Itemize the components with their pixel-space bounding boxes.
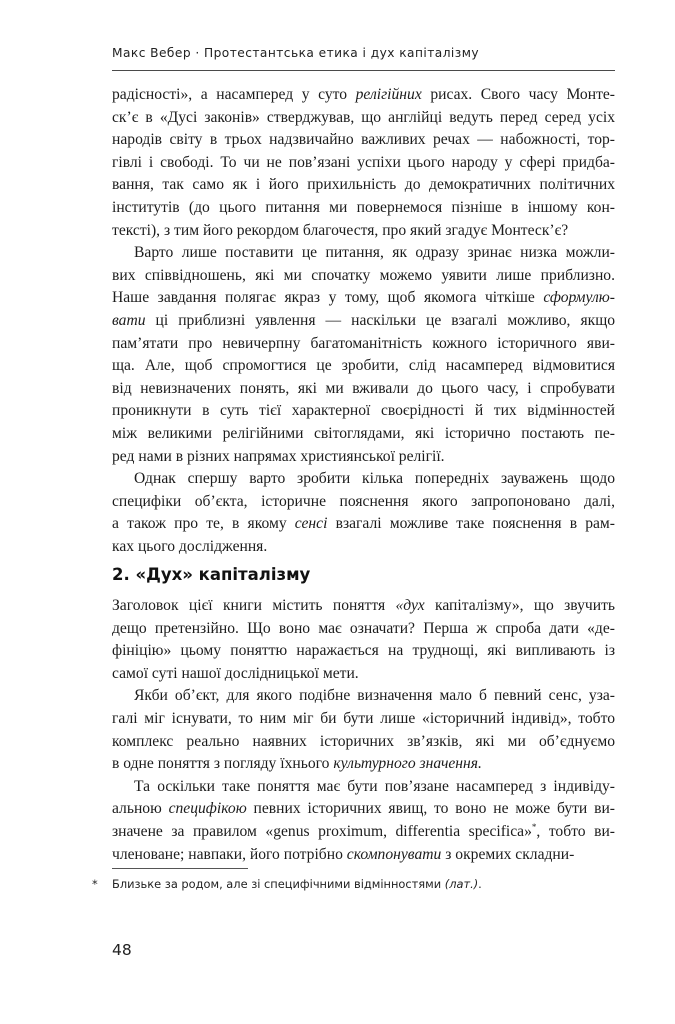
text-run: між великими релігійними світоглядами, які історично постають пе- bbox=[112, 424, 615, 442]
text-line bbox=[112, 310, 615, 333]
header-divider bbox=[112, 70, 615, 71]
text-run: галі міг існувати, то ним міг би бути лише «історичний індивід», тобто bbox=[112, 709, 615, 727]
text-line bbox=[112, 776, 615, 799]
text-line bbox=[112, 129, 615, 152]
text-run: інститутів (до цього питання ми повернемося пізніше в іншому кон- bbox=[112, 198, 615, 216]
text-run: вих співвідношень, які ми спочатку можемо уявити лише приблизно. bbox=[112, 266, 615, 284]
text-line bbox=[112, 731, 615, 754]
text-run: гівлі і свободі. То чи не пов’язані успіхи цього народу у сфері придба- bbox=[112, 153, 615, 171]
text-run: специфіки об’єкта, історичне пояснення якого запропоновано далі, bbox=[112, 492, 615, 510]
text-run: комплекс реально наявних історичних зв’язків, які ми об’єднуємо bbox=[112, 732, 615, 750]
text-run: від невизначених понять, які ми вживали до цього часу, і спробувати bbox=[112, 379, 615, 397]
footnote-language: (лат.) bbox=[444, 877, 479, 891]
section-heading: 2. «Дух» капіталізму bbox=[112, 565, 311, 584]
text-line bbox=[112, 446, 615, 469]
footnote-reference: * bbox=[531, 821, 537, 832]
text-line bbox=[112, 640, 615, 663]
text-run: альною bbox=[112, 800, 169, 818]
text-run: ща. Але, щоб спромогтися це зробити, слід насамперед відмовитися bbox=[112, 357, 615, 375]
text-line bbox=[112, 174, 615, 197]
text-line bbox=[112, 821, 615, 844]
running-header: Макс Вебер · Протестантська етика і дух капіталізму bbox=[112, 46, 480, 60]
text-line bbox=[112, 84, 615, 107]
text-line bbox=[112, 197, 615, 220]
text-run: капіталізму», що звучить bbox=[424, 597, 615, 614]
text-run: вання, так само як і його прихильність до демократичних політичних bbox=[112, 176, 615, 194]
text-line bbox=[112, 685, 615, 708]
body-text-before-heading bbox=[112, 84, 615, 558]
text-line bbox=[112, 491, 615, 514]
text-run: Якби об’єкт, для якого подібне визначення мало б певний сенс, уза- bbox=[134, 687, 615, 705]
text-run: тексті), з тим його рекордом благочестя, про який згадує Монтеск’є? bbox=[112, 221, 569, 239]
text-line bbox=[112, 536, 615, 559]
text-run: ках цього дослідження. bbox=[112, 537, 268, 555]
text-line bbox=[112, 798, 615, 821]
emphasis: специфікою bbox=[168, 800, 247, 818]
paragraph bbox=[112, 84, 615, 242]
text-run: рисах. Свого часу Монте- bbox=[421, 86, 616, 103]
paragraph bbox=[112, 776, 615, 866]
text-run: пам’ятати про невичерпну багатоманітність кожного історичного яви- bbox=[112, 334, 615, 352]
text-line bbox=[112, 468, 615, 491]
text-line bbox=[112, 595, 615, 618]
paragraph bbox=[112, 468, 615, 558]
text-run: радісності», а насамперед у суто bbox=[112, 86, 356, 103]
footnote-text: Близьке за родом, але зі специфічними відмінностями bbox=[112, 877, 445, 891]
text-run: ск’є в «Дусі законів» стверджував, що англійці ведуть перед серед усіх bbox=[112, 108, 615, 126]
text-run: в одне поняття з погляду їхнього bbox=[112, 755, 334, 773]
text-line bbox=[112, 287, 615, 310]
text-run: ред нами в різних напрямах християнської релігії. bbox=[112, 447, 445, 465]
text-run: значене за правилом «genus proximum, differentia specifica» bbox=[112, 822, 532, 840]
text-line bbox=[112, 152, 615, 175]
text-line bbox=[112, 333, 615, 356]
footnote-marker: * bbox=[92, 877, 98, 891]
text-line bbox=[112, 220, 615, 243]
text-run: фініцію» цьому поняттю наражається на труднощі, які випливають із bbox=[112, 642, 615, 660]
text-run: ці приблизні уявлення — наскільки це взагалі можливо, якщо bbox=[145, 311, 615, 329]
text-line bbox=[112, 107, 615, 130]
text-line bbox=[112, 378, 615, 401]
text-run: Варто лише поставити це питання, як одразу зринає низка можли- bbox=[134, 244, 615, 262]
text-line bbox=[112, 618, 615, 641]
body-text-after-heading bbox=[112, 595, 615, 866]
text-run: народів світу в трьох надзвичайно важливих речах — набожності, тор- bbox=[112, 131, 615, 149]
page-number: 48 bbox=[112, 941, 132, 959]
text-line bbox=[112, 513, 615, 536]
text-line bbox=[112, 265, 615, 288]
paragraph bbox=[112, 242, 615, 468]
text-run: проникнути в суть тієї характерної своєрідності й тих відмінностей bbox=[112, 402, 615, 420]
text-run: самої суті нашої дослідницької мети. bbox=[112, 664, 359, 682]
text-line bbox=[112, 242, 615, 265]
text-run: з окремих складни- bbox=[441, 845, 575, 863]
text-run: дещо претензійно. Що воно має означати? Перша ж спроба дати «де- bbox=[112, 619, 615, 637]
footnote bbox=[92, 877, 482, 891]
paragraph bbox=[112, 685, 615, 775]
paragraph bbox=[112, 595, 615, 685]
emphasis: вати bbox=[112, 311, 146, 329]
text-line bbox=[112, 400, 615, 423]
emphasis: сформулю- bbox=[543, 289, 615, 307]
text-run: Наше завдання полягає якраз у тому, щоб якомога чіткіше bbox=[112, 289, 544, 307]
text-run: Однак спершу варто зробити кілька попередніх зауважень щодо bbox=[134, 470, 615, 488]
emphasis: сенсі bbox=[294, 515, 328, 533]
emphasis: скомпонувати bbox=[346, 845, 442, 863]
text-line bbox=[112, 355, 615, 378]
emphasis: релігійних bbox=[355, 86, 422, 103]
emphasis: культурного значення. bbox=[333, 755, 482, 773]
text-line bbox=[112, 663, 615, 686]
text-line bbox=[112, 708, 615, 731]
text-line bbox=[112, 423, 615, 446]
footnote-end: . bbox=[478, 877, 482, 891]
text-run: а також про те, в якому bbox=[112, 515, 295, 533]
text-run: Заголовок цієї книги містить поняття bbox=[112, 597, 396, 614]
text-line bbox=[112, 844, 615, 867]
text-run: взагалі можливе таке пояснення в рам- bbox=[327, 515, 615, 533]
text-run: членоване; навпаки, його потрібно bbox=[112, 845, 347, 863]
emphasis: «дух bbox=[395, 597, 425, 614]
text-line bbox=[112, 753, 615, 776]
text-run: певних історичних явищ, то воно не може бути ви- bbox=[246, 800, 615, 818]
footnote-divider bbox=[112, 868, 248, 869]
text-run: Та оскільки таке поняття має бути пов’язане насамперед з індивіду- bbox=[134, 777, 615, 795]
text-run: , тобто ви- bbox=[536, 822, 615, 840]
